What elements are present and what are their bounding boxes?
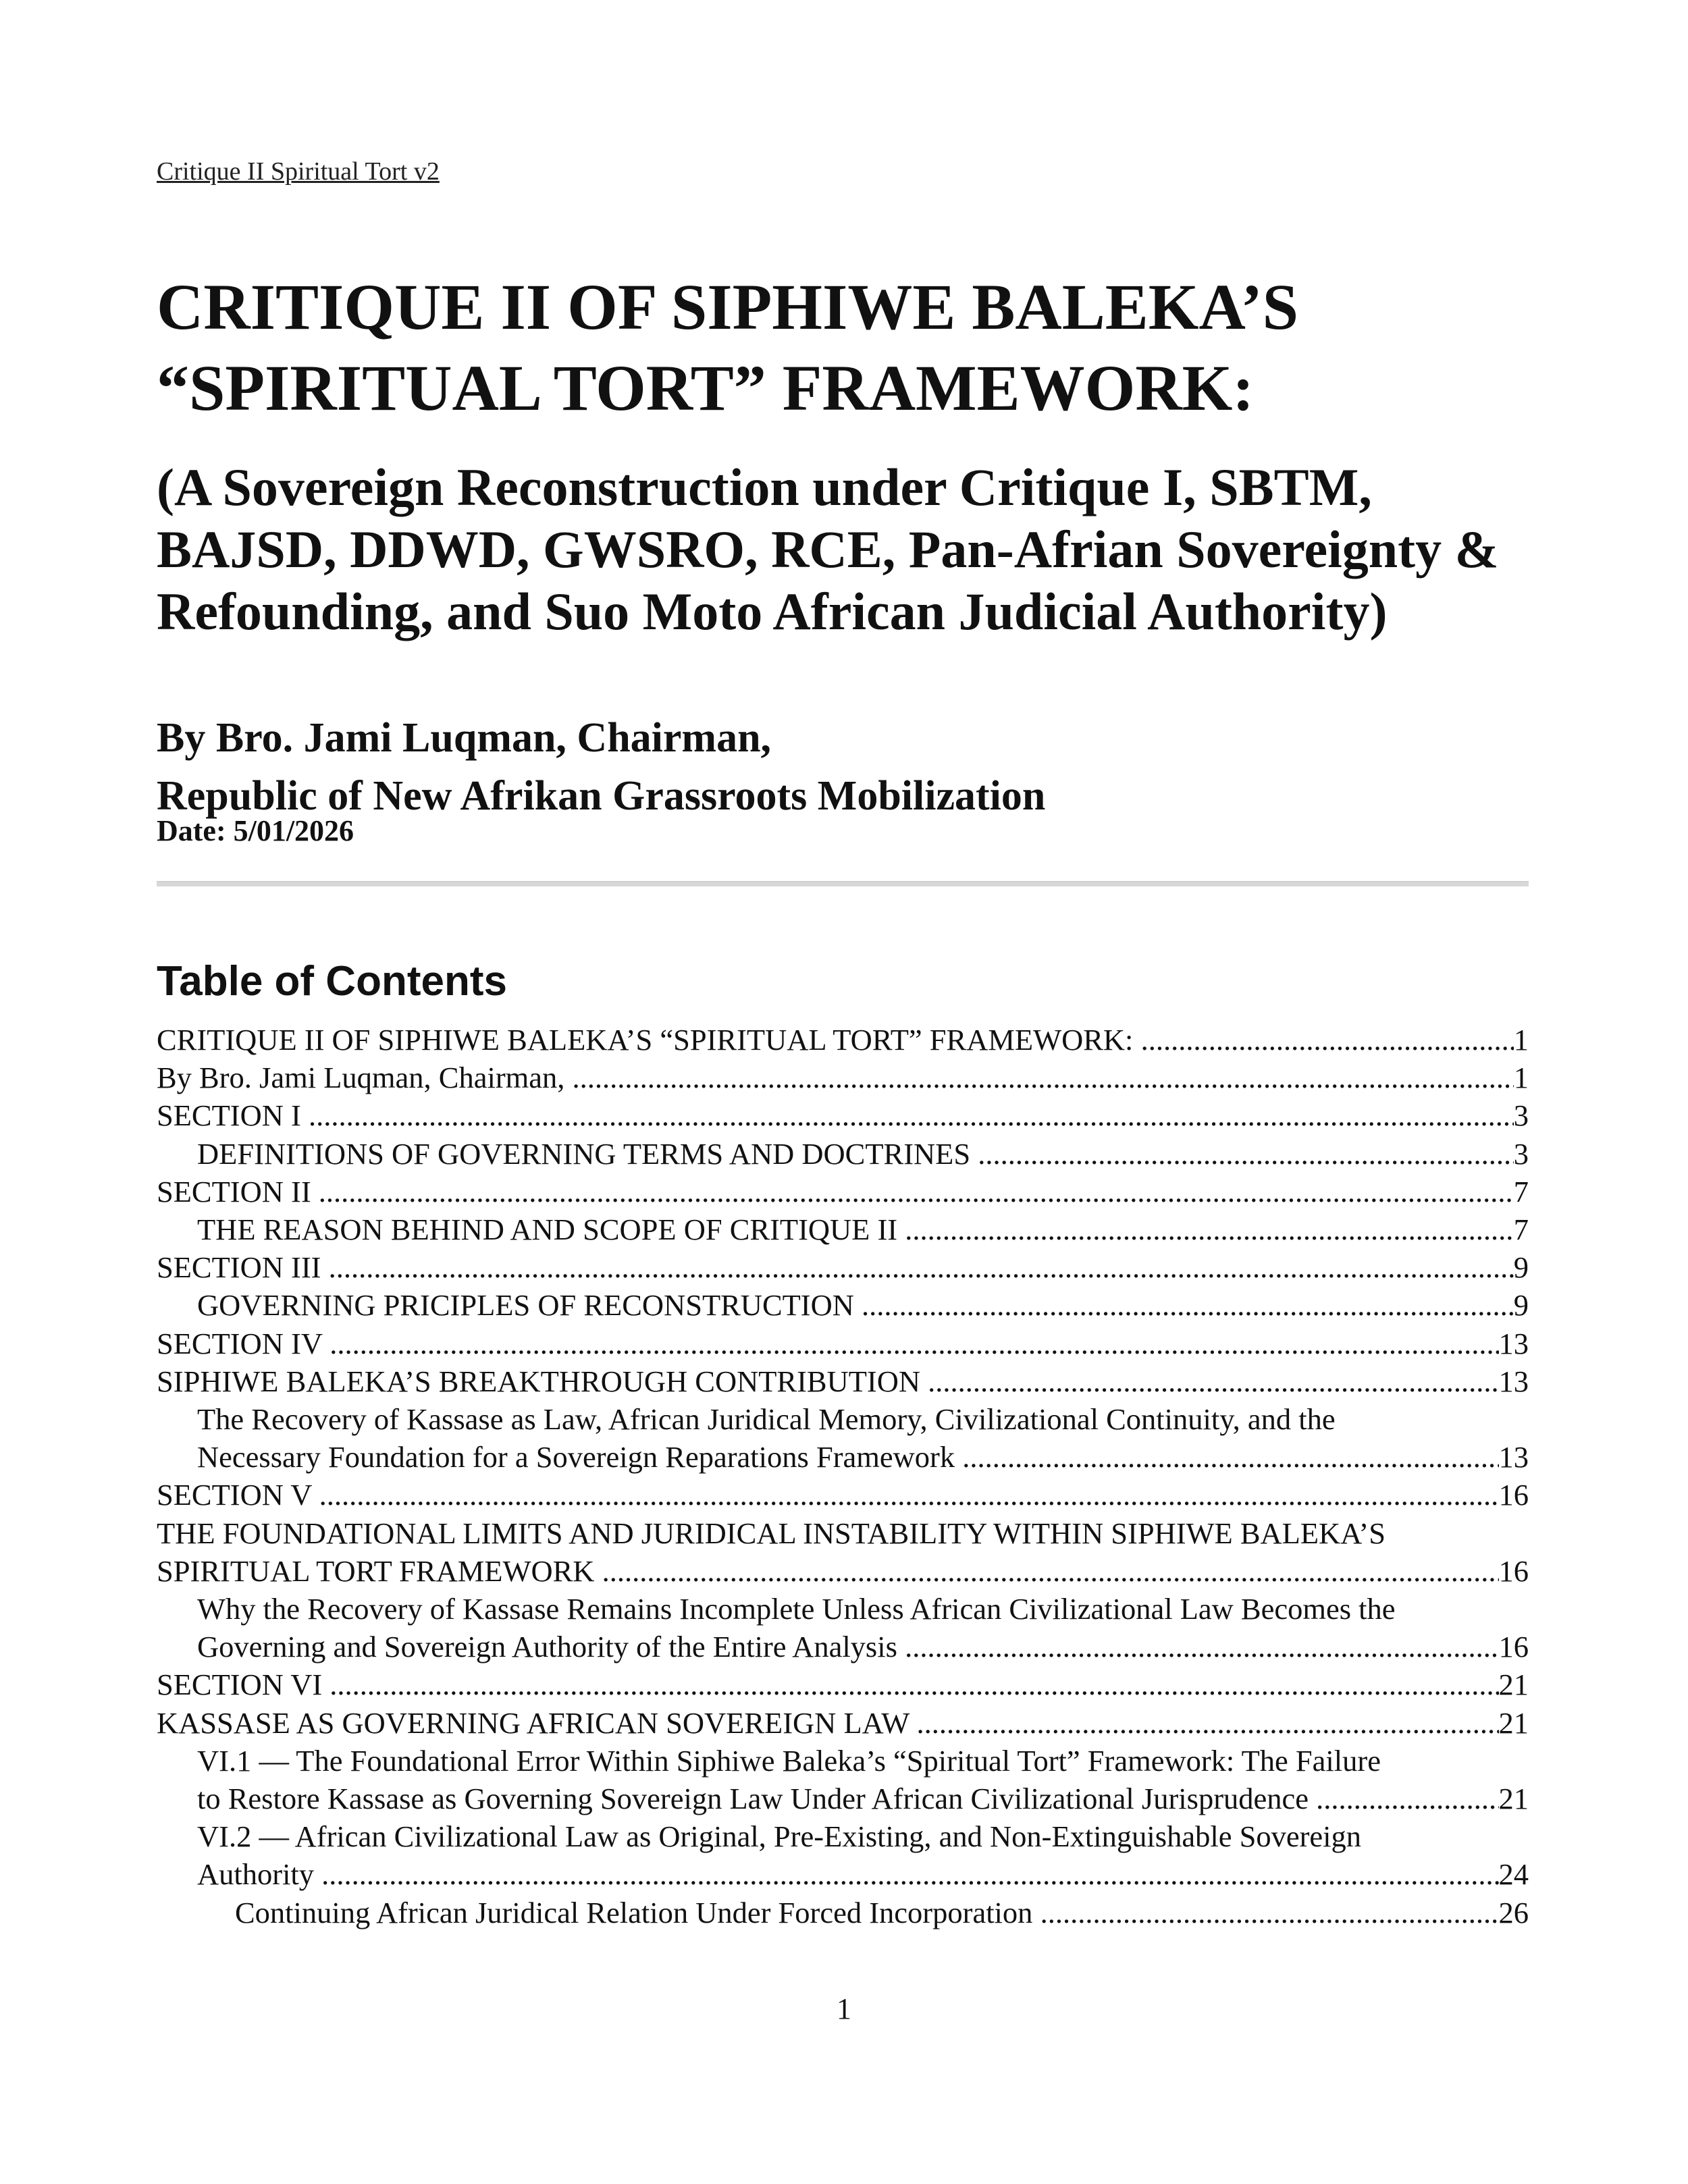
toc-entry[interactable]: [157, 1059, 1529, 1096]
toc-entry-page: 26: [1498, 1895, 1529, 1929]
toc-entry-continuation[interactable]: [157, 1742, 1529, 1780]
toc-entry[interactable]: [157, 1286, 1529, 1324]
toc-entry-page: 3: [1513, 1136, 1529, 1171]
toc-entry[interactable]: [157, 1704, 1529, 1742]
toc-entry[interactable]: [157, 1894, 1529, 1932]
toc-entry[interactable]: [157, 1173, 1529, 1210]
toc-entry-page: 13: [1498, 1326, 1529, 1360]
toc-entry-page: 9: [1513, 1250, 1529, 1285]
toc-entry-page: 1: [1513, 1023, 1529, 1057]
horizontal-divider: [157, 881, 1529, 886]
toc-entry[interactable]: [157, 1855, 1529, 1893]
toc-entry-text: SECTION IV .....: [157, 1325, 1499, 1362]
toc-entry[interactable]: [157, 1628, 1529, 1666]
byline: [157, 709, 1045, 825]
document-date: Date: 5/01/2026: [157, 814, 354, 847]
document-subtitle: (A Sovereign Reconstruction under Critique I, SBTM, BAJSD, DDWD, GWSRO, RCE, Pan-Afrian Sovereignty & Refounding, and Suo Moto African Judicial Authority): [157, 458, 1499, 641]
toc-entry-text: Why the Recovery of Kassase Remains Incomplete Unless African Civilizational Law Becomes the: [197, 1592, 1396, 1626]
toc-entry-text: SECTION I .....: [157, 1096, 1514, 1134]
toc-entry-text: SIPHIWE BALEKA’S BREAKTHROUGH CONTRIBUTION .....: [157, 1362, 1499, 1400]
author-line: By Bro. Jami Luqman, Chairman,: [157, 715, 772, 761]
toc-entry-text: By Bro. Jami Luqman, Chairman, .....: [157, 1059, 1514, 1096]
toc-entry-text: VI.2 — African Civilizational Law as Original, Pre-Existing, and Non-Extinguishable Sovereign: [197, 1819, 1362, 1854]
toc-entry-text: DEFINITIONS OF GOVERNING TERMS AND DOCTRINES .....: [197, 1135, 1514, 1173]
toc-entry-text: THE REASON BEHIND AND SCOPE OF CRITIQUE II .....: [197, 1210, 1514, 1248]
toc-entry-page: 21: [1498, 1668, 1529, 1702]
toc-entry-text: VI.1 — The Foundational Error Within Siphiwe Baleka’s “Spiritual Tort” Framework: The Failure: [197, 1743, 1381, 1778]
toc-entry-text: Governing and Sovereign Authority of the Entire Analysis .....: [197, 1628, 1499, 1666]
toc-entry-text: SECTION V .....: [157, 1476, 1499, 1514]
toc-entry-page: 24: [1498, 1857, 1529, 1892]
toc-entry[interactable]: [157, 1552, 1529, 1590]
toc-entry-text: GOVERNING PRICIPLES OF RECONSTRUCTION .....: [197, 1286, 1514, 1324]
toc-entry-continuation[interactable]: [157, 1817, 1529, 1855]
toc-entry-page: 13: [1498, 1364, 1529, 1398]
toc-entry[interactable]: [157, 1096, 1529, 1134]
toc-entry[interactable]: [157, 1438, 1529, 1476]
table-of-contents: [157, 1021, 1529, 1932]
toc-entry[interactable]: [157, 1210, 1529, 1248]
toc-entry-text: The Recovery of Kassase as Law, African Juridical Memory, Civilizational Continuity, and the: [197, 1402, 1336, 1437]
toc-entry-page: 16: [1498, 1553, 1529, 1588]
toc-entry[interactable]: [157, 1021, 1529, 1059]
toc-entry-page: 7: [1513, 1213, 1529, 1247]
toc-entry-page: 16: [1498, 1478, 1529, 1512]
toc-entry-text: THE FOUNDATIONAL LIMITS AND JURIDICAL INSTABILITY WITHIN SIPHIWE BALEKA’S: [157, 1516, 1386, 1550]
toc-entry-text: SECTION III .....: [157, 1248, 1514, 1286]
toc-entry[interactable]: [157, 1780, 1529, 1817]
page-number: 1: [837, 1992, 851, 2025]
organization-line: Republic of New Afrikan Grassroots Mobilization: [157, 773, 1046, 819]
toc-entry[interactable]: [157, 1135, 1529, 1173]
toc-entry-text: Necessary Foundation for a Sovereign Reparations Framework .....: [197, 1438, 1499, 1476]
document-header-reference: Critique II Spiritual Tort v2: [157, 157, 440, 186]
toc-entry-text: KASSASE AS GOVERNING AFRICAN SOVEREIGN LAW .....: [157, 1704, 1499, 1742]
toc-entry-page: 21: [1498, 1705, 1529, 1740]
toc-entry-text: SECTION VI .....: [157, 1666, 1499, 1703]
document-title: CRITIQUE II OF SIPHIWE BALEKA’S “SPIRITUAL TORT” FRAMEWORK:: [157, 271, 1299, 424]
toc-heading: Table of Contents: [157, 958, 507, 1005]
toc-entry-page: 3: [1513, 1098, 1529, 1133]
toc-entry-continuation[interactable]: [157, 1514, 1529, 1552]
toc-entry-page: 9: [1513, 1288, 1529, 1323]
toc-entry-text: to Restore Kassase as Governing Sovereign Law Under African Civilizational Jurisprudence .....: [197, 1780, 1499, 1817]
toc-entry-page: 13: [1498, 1440, 1529, 1474]
toc-entry[interactable]: [157, 1666, 1529, 1703]
toc-entry-page: 7: [1513, 1174, 1529, 1208]
toc-entry[interactable]: [157, 1476, 1529, 1514]
toc-entry[interactable]: [157, 1248, 1529, 1286]
toc-entry-page: 21: [1498, 1782, 1529, 1816]
toc-entry-text: SPIRITUAL TORT FRAMEWORK .....: [157, 1552, 1499, 1590]
toc-entry[interactable]: [157, 1362, 1529, 1400]
toc-entry-text: CRITIQUE II OF SIPHIWE BALEKA’S “SPIRITUAL TORT” FRAMEWORK: .....: [157, 1021, 1514, 1059]
toc-entry-text: SECTION II .....: [157, 1173, 1514, 1210]
toc-entry-continuation[interactable]: [157, 1590, 1529, 1628]
toc-entry[interactable]: [157, 1325, 1529, 1362]
toc-entry-continuation[interactable]: [157, 1400, 1529, 1438]
toc-entry-text: Continuing African Juridical Relation Under Forced Incorporation .....: [235, 1894, 1499, 1932]
toc-entry-page: 16: [1498, 1630, 1529, 1664]
toc-entry-page: 1: [1513, 1061, 1529, 1095]
toc-entry-text: Authority .....: [197, 1855, 1499, 1893]
